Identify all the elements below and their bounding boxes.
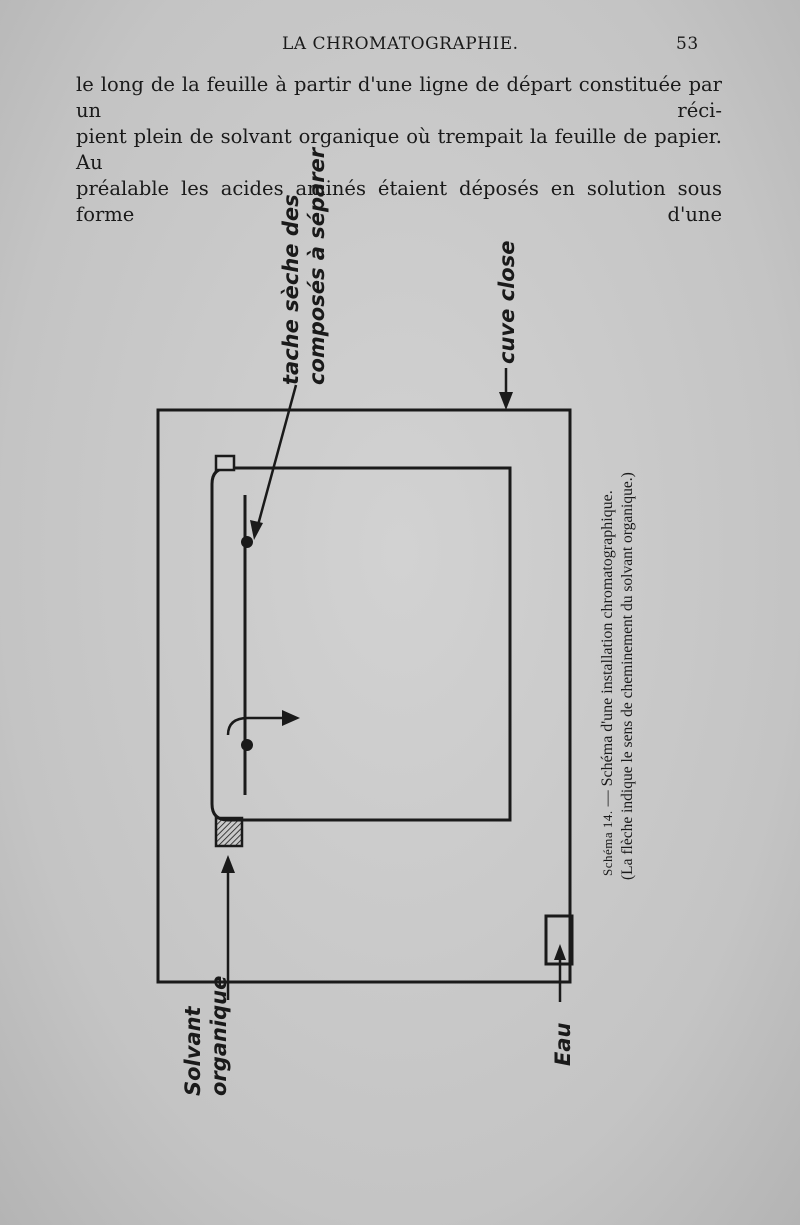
body-line-3: préalable les acides aminés étaient déposés en solution sous forme d'une — [76, 177, 722, 226]
label-eau: Eau — [551, 1022, 575, 1066]
solvent-trough — [216, 818, 242, 846]
closed-tank — [158, 410, 570, 982]
tache-pointer-arrow — [250, 385, 296, 540]
top-clip — [216, 456, 234, 470]
running-title: LA CHROMATOGRAPHIE. — [282, 34, 519, 54]
label-solvant-line2: organique — [207, 975, 231, 1096]
cuve-pointer-arrow — [499, 368, 513, 410]
label-tache-line2: composés à séparer — [305, 147, 329, 385]
figure-caption-line2: (La flèche indique le sens de cheminement du solvant organique.) — [619, 472, 636, 880]
label-solvant-line1: Solvant — [181, 1006, 205, 1096]
body-line-2: pient plein de solvant organique où trempait la feuille de papier. Au — [76, 125, 722, 174]
dry-spot-1 — [241, 536, 253, 548]
dry-spot-2 — [241, 739, 253, 751]
solvent-flow-arrow — [228, 710, 300, 735]
figure-caption-line1 — [599, 490, 616, 876]
caption-prefix: Schéma 14. — [600, 810, 615, 876]
label-tache-line1: tache sèche des — [279, 194, 303, 385]
caption-line1-rest: — Schéma d'une installation chromatographique. — [599, 490, 616, 811]
eau-pointer-arrow — [554, 944, 566, 1002]
body-line-1: le long de la feuille à partir d'une ligne de départ constituée par un réci- — [76, 73, 722, 122]
page-number: 53 — [676, 34, 699, 54]
paper-sheet — [212, 468, 510, 820]
label-cuve-close: cuve close — [495, 240, 519, 364]
